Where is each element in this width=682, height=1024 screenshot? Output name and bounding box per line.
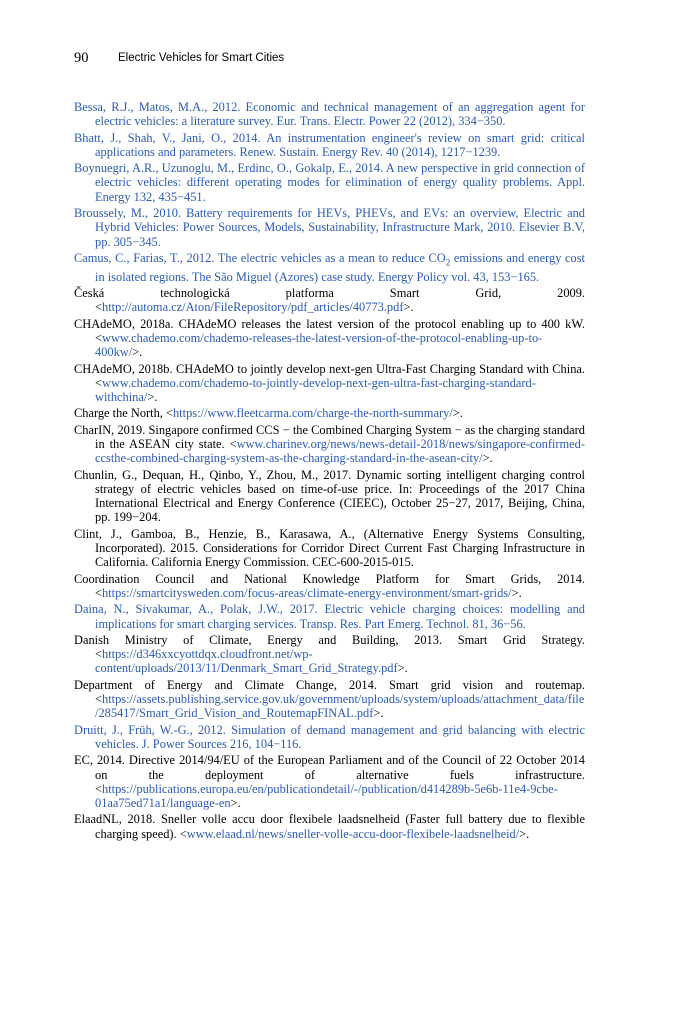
- reference-url-link[interactable]: https://www.fleetcarma.com/charge-the-north-summary/: [172, 406, 453, 421]
- reference-entry: [74, 406, 585, 420]
- reference-url-link[interactable]: https://d346xxcyottdqx.cloudfront.net/wp-content/uploads/2013/11/Denmark_Smart_Grid_Strategy.pdf: [95, 647, 398, 676]
- reference-text: >.: [452, 406, 463, 421]
- reference-text: Danish Ministry of Climate, Energy and Building, 2013. Smart Grid Strategy. <: [74, 632, 585, 662]
- reference-text: CHAdeMO, 2018a. CHAdeMO releases the latest version of the protocol enabling up to 400 kW. <: [74, 316, 585, 345]
- reference-text: Daina, N., Sivakumar, A., Polak, J.W., 2017. Electric vehicle charging choices: modelling and implications for smart charging services. Transp. Res. Part Emerg. Technol. 81, 36−56.: [74, 602, 585, 631]
- reference-url-link[interactable]: https://publications.europa.eu/en/publicationdetail/-/publication/d414289b-5e6b-11e4-9cbe-01aa75ed71a1/language-en: [95, 781, 558, 811]
- reference-entry: [74, 317, 585, 360]
- reference-text: >.: [511, 585, 522, 600]
- reference-entry: [74, 633, 585, 676]
- reference-text: CharIN, 2019. Singapore confirmed CCS − the Combined Charging System − as the charging standard in the ASEAN city state. <: [74, 422, 585, 451]
- reference-text: Department of Energy and Climate Change, 2014. Smart grid vision and routemap. <: [74, 677, 585, 707]
- reference-entry: [74, 572, 585, 601]
- reference-entry[interactable]: [74, 602, 585, 631]
- reference-entry: [74, 527, 585, 570]
- reference-text: >.: [397, 661, 408, 676]
- reference-text: Boynuegri, A.R., Uzunoglu, M., Erdinc, O., Gokalp, E., 2014. A new perspective in grid connection of electric vehicles: different operating modes for elimination of energy quality problems. Appl. Energy 132, 435−451.: [74, 161, 585, 204]
- reference-text: Charge the North, <: [74, 406, 173, 421]
- reference-entry: [74, 286, 585, 315]
- reference-text: Coordination Council and National Knowledge Platform for Smart Grids, 2014. <: [74, 571, 585, 600]
- reference-entry: [74, 362, 585, 405]
- reference-entry: [74, 678, 585, 721]
- page-header: [74, 50, 594, 70]
- reference-url-link[interactable]: www.chademo.com/chademo-to-jointly-develop-next-gen-ultra-fast-charging-standard-withchina/: [95, 375, 536, 405]
- reference-text: >.: [403, 300, 414, 315]
- reference-url-link[interactable]: http://automa.cz/Aton/FileRepository/pdf_articles/40773.pdf: [102, 300, 404, 315]
- reference-entry: [74, 468, 585, 525]
- reference-text: Camus, C., Farias, T., 2012. The electric vehicles as a mean to reduce CO: [74, 250, 446, 265]
- reference-url-link[interactable]: https://smartcitysweden.com/focus-areas/climate-energy-environment/smart-grids/: [102, 585, 512, 600]
- reference-entry[interactable]: [74, 251, 585, 284]
- reference-text: Broussely, M., 2010. Battery requirements for HEVs, PHEVs, and EVs: an overview, Electric and Hybrid Vehicles: Power Sources, Models, Sustainability, Infrastructure Mark, 2010. Elsevier B.V, pp. 305−345.: [74, 206, 585, 249]
- reference-text: >.: [373, 706, 384, 721]
- reference-text: >.: [132, 345, 143, 360]
- subscript: 2: [445, 257, 451, 268]
- page-number: 90: [74, 50, 89, 66]
- reference-text: Druitt, J., Früh, W.-G., 2012. Simulation of demand management and grid balancing with electric vehicles. J. Power Sources 216, 104−116.: [74, 722, 585, 751]
- reference-text: >.: [519, 826, 530, 841]
- reference-url-link[interactable]: www.charinev.org/news/news-detail-2018/news/singapore-confirmed-ccsthe-combined-charging-system-as-the-charging-standard-in-the-asean-city/: [95, 437, 585, 466]
- reference-list: [74, 100, 585, 843]
- reference-text: ElaadNL, 2018. Sneller volle accu door flexibele laadsnelheid (Faster full battery due to flexible charging speed). <: [74, 812, 585, 841]
- reference-text: Bhatt, J., Shah, V., Jani, O., 2014. An instrumentation engineer's review on smart grid: critical applications and parameters. Renew. Sustain. Energy Rev. 40 (2014), 1217−1239.: [74, 130, 585, 159]
- reference-text: CHAdeMO, 2018b. CHAdeMO to jointly develop next-gen Ultra-Fast Charging Standard with China. <: [74, 361, 585, 390]
- reference-text: Česká technologická platforma Smart Grid, 2009. <: [74, 286, 585, 315]
- reference-entry[interactable]: [74, 161, 585, 204]
- reference-text: EC, 2014. Directive 2014/94/EU of the European Parliament and of the Council of 22 October 2014 on the deployment of alternative fuels infrastructure. <: [74, 753, 585, 796]
- reference-text: emissions and energy cost in isolated regions. The São Miguel (Azores) case study. Energy Policy vol. 43, 153−165.: [95, 250, 585, 284]
- reference-entry[interactable]: [74, 100, 585, 129]
- reference-text: Chunlin, G., Dequan, H., Qinbo, Y., Zhou, M., 2017. Dynamic sorting intelligent charging control strategy of electric vehicles based on time-of-use price. In: Proceedings of the 2017 China International Electrical and Energy Conference (CIEEC), October 25−27, 2017, Beijing, China, pp. 199−204.: [74, 467, 585, 525]
- reference-url-link[interactable]: www.elaad.nl/news/sneller-volle-accu-door-flexibele-laadsnelheid/: [186, 826, 520, 841]
- reference-text: Bessa, R.J., Matos, M.A., 2012. Economic and technical management of an aggregation agent for electric vehicles: a literature survey. Eur. Trans. Electr. Power 22 (2012), 334−350.: [74, 100, 585, 129]
- reference-url-link[interactable]: https://assets.publishing.service.gov.uk/government/uploads/system/uploads/attachment_data/file/285417/Smart_Grid_Vision_and_RoutemapFINAL.pdf: [95, 692, 585, 721]
- reference-entry: [74, 753, 585, 810]
- reference-entry: [74, 812, 585, 841]
- running-title: Electric Vehicles for Smart Cities: [118, 52, 285, 64]
- reference-entry[interactable]: [74, 723, 585, 752]
- reference-url-link[interactable]: www.chademo.com/chademo-releases-the-latest-version-of-the-protocol-enabling-up-to-400kw/: [95, 330, 543, 360]
- reference-entry[interactable]: [74, 206, 585, 249]
- reference-text: Clint, J., Gamboa, B., Henzie, B., Karasawa, A., (Alternative Energy Systems Consulting, Incorporated). 2015. Considerations for Corridor Direct Current Fast Charging Infrastructure in California. California Energy Commission. CEC-600-2015-015.: [74, 526, 585, 570]
- reference-text: >.: [147, 390, 158, 405]
- reference-entry: [74, 423, 585, 466]
- reference-text: >.: [482, 451, 493, 466]
- reference-text: >.: [230, 796, 241, 811]
- reference-entry[interactable]: [74, 131, 585, 160]
